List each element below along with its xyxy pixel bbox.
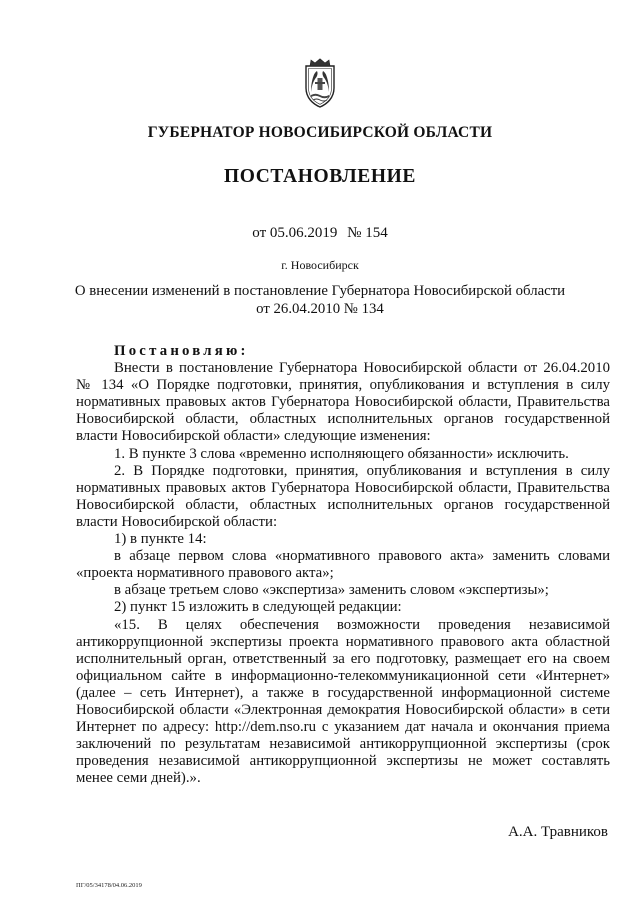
date-prefix: от [252,225,267,241]
novosibirsk-coat-of-arms-icon [302,58,338,108]
paragraph-2: 1. В пункте 3 слова «временно исполняющего обязанности» исключить. [114,445,569,462]
subject-line-1: О внесении изменений в постановление Губернатора Новосибирской области [74,283,566,299]
authority-title: ГУБЕРНАТОР НОВОСИБИРСКОЙ ОБЛАСТИ [147,124,493,141]
document-date: 05.06.2019 [269,225,338,241]
document-type-title: ПОСТАНОВЛЕНИЕ [223,166,417,187]
paragraph-1: Внести в постановление Губернатора Новосибирской области от 26.04.2010 № 134 «О Порядке подготовки, принятия, опубликования и вступления в силу нормативных правовых актов Губернатора Новосибирской области, Правительства Новосибирской области, областных исполнительных органов государственной власти Новосибирской области» следующие изменения: [76,360,610,445]
document-number: № 154 [347,225,388,241]
footer-registration-code: ПГ/05/34178/04.06.2019 [76,882,142,889]
paragraph-3: 2. В Порядке подготовки, принятия, опубликования и вступления в силу нормативных правовых актов Губернатора Новосибирской области, Правительства Новосибирской области, областных исполнительных органов государственной власти Новосибирской области: [76,462,610,530]
paragraph-7: 2) пункт 15 изложить в следующей редакции: [114,599,402,616]
city-line: г. Новосибирск [281,258,359,272]
document-subject [70,282,570,318]
date-number-line [0,225,640,242]
document-body [76,343,610,787]
signature-name: А.А. Травников [508,824,608,840]
paragraph-6: в абзаце третьем слово «экспертиза» заменить словом «экспертизы»; [114,582,549,599]
paragraph-8: «15. В целях обеспечения возможности проведения независимой антикоррупционной экспертизы проекта нормативного правового акта областной исполнительный орган, ответственный за его подготовку, размещает его на своем официальном сайте в информационно-телекоммуникационной сети «Интернет» (далее – сеть Интернет), а также в государственной информационной системе Новосибирской области «Электронная демократия Новосибирской области» в сети Интернет по адресу: http://dem.nso.ru с указанием дат начала и окончания приема заключений по результатам независимой антикоррупционной экспертизы (срок проведения независимой антикоррупционной экспертизы не может составлять менее семи дней).». [76,616,610,787]
postanovlyayu-word: Постановляю: [114,343,249,359]
subject-line-2: от 26.04.2010 № 134 [256,301,384,317]
paragraph-5: в абзаце первом слова «нормативного правового акта» заменить словами «проекта нормативного правового акта»; [76,548,610,582]
resolve-heading [76,343,610,360]
paragraph-4: 1) в пункте 14: [114,531,207,548]
